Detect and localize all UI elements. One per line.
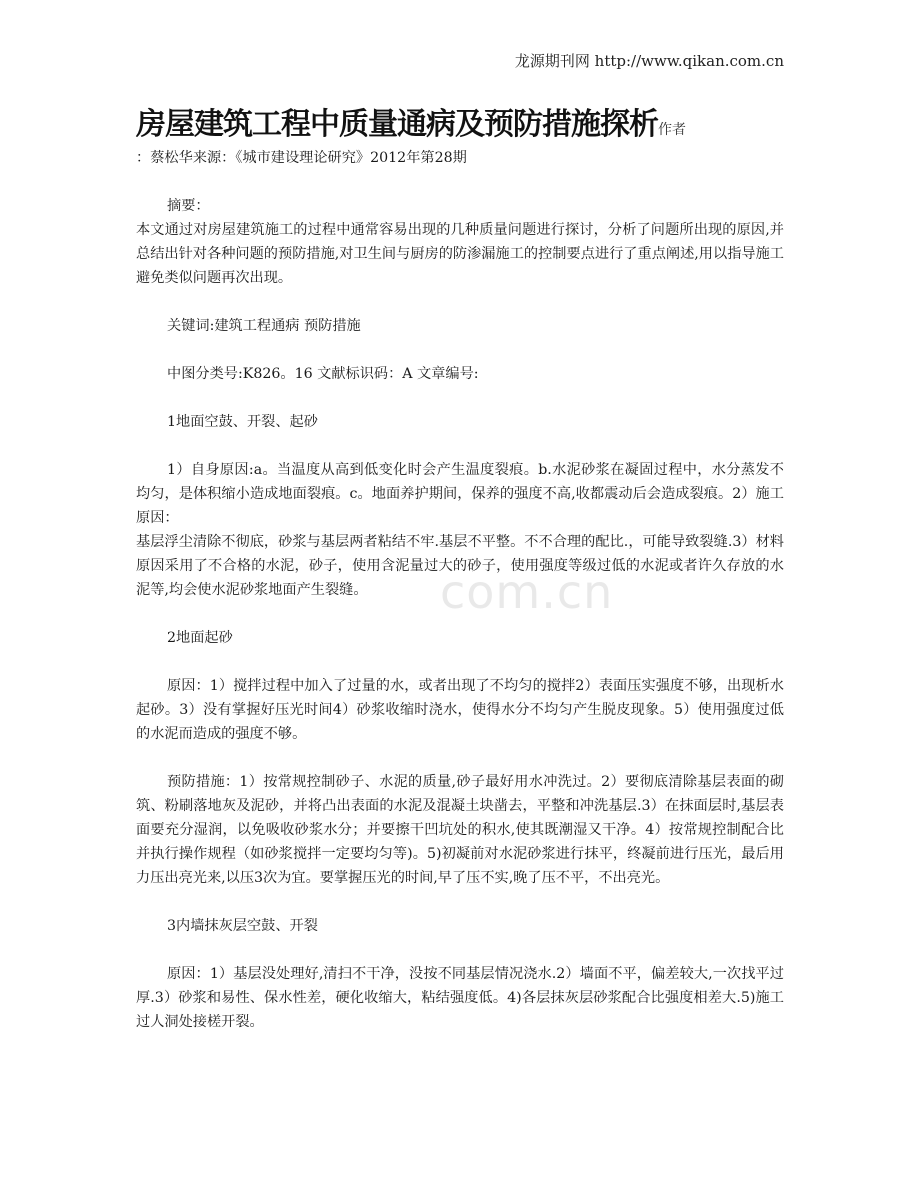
title-block	[136, 98, 784, 170]
article-title: 房屋建筑工程中质量通病及预防措施探析	[136, 107, 658, 142]
classification: 中图分类号:K826。16 文献标识码：A 文章编号:	[167, 366, 479, 382]
article-meta: ：蔡松华来源：《城市建设理论研究》2012年第28期	[136, 150, 467, 166]
abstract-text: 本文通过对房屋建筑施工的过程中通常容易出现的几种质量问题进行探讨，分析了问题所出现的原因,并总结出针对各种问题的预防措施,对卫生间与厨房的防渗漏施工的控制要点进行了重点阐述,用以指导施工避免类似问题再次出现。	[136, 222, 784, 286]
author-prefix: 作者	[658, 122, 686, 138]
source-header: 龙源期刊网 http://www.qikan.com.cn	[514, 52, 784, 70]
section-1-paragraph-1: 1）自身原因:a。当温度从高到低变化时会产生温度裂痕。b.水泥砂浆在凝固过程中，水分蒸发不均匀，是体积缩小造成地面裂痕。c。地面养护期间，保养的强度不高,收都震动后会造成裂痕。2）施工原因：	[136, 462, 784, 526]
section-2-paragraph-2: 预防措施：1）按常规控制砂子、水泥的质量,砂子最好用水冲洗过。2）要彻底清除基层表面的砌筑、粉刷落地灰及泥砂，并将凸出表面的水泥及混凝土块凿去，平整和冲洗基层.3）在抹面层时,基层表面要充分湿润，以免吸收砂浆水分；并要擦干凹坑处的积水,使其既潮湿又干净。4）按常规控制配合比并执行操作规程（如砂浆搅拌一定要均匀等)。5)初凝前对水泥砂浆进行抹平，终凝前进行压光，最后用力压出亮光来,以压3次为宜。要掌握压光的时间,早了压不实,晚了压不平，不出亮光。	[136, 774, 784, 886]
section-1-heading: 1地面空鼓、开裂、起砂	[167, 414, 318, 430]
watermark: com.cn	[440, 565, 614, 619]
section-2-paragraph-1: 原因：1）搅拌过程中加入了过量的水，或者出现了不均匀的搅拌2）表面压实强度不够，出现析水起砂。3）没有掌握好压光时间4）砂浆收缩时浇水，使得水分不均匀产生脱皮现象。5）使用强度过低的水泥而造成的强度不够。	[136, 678, 784, 742]
section-1-paragraph-2: 基层浮尘清除不彻底，砂浆与基层两者粘结不牢.基层不平整。不不合理的配比.，可能导致裂缝.3）材料原因采用了不合格的水泥，砂子，使用含泥量过大的砂子，使用强度等级过低的水泥或者许久存放的水泥等,均会使水泥砂浆地面产生裂缝。	[136, 534, 784, 598]
keywords: 关键词:建筑工程通病 预防措施	[167, 318, 361, 334]
section-3-heading: 3内墙抹灰层空鼓、开裂	[167, 918, 318, 934]
abstract-label: 摘要：	[167, 198, 210, 214]
article-body	[136, 98, 784, 1034]
section-3-paragraph-1: 原因：1）基层没处理好,清扫不干净，没按不同基层情况浇水.2）墙面不平，偏差较大,一次找平过厚.3）砂浆和易性、保水性差，硬化收缩大，粘结强度低。4)各层抹灰层砂浆配合比强度相差大.5)施工过人洞处接槎开裂。	[136, 966, 784, 1030]
section-2-heading: 2地面起砂	[167, 630, 233, 646]
